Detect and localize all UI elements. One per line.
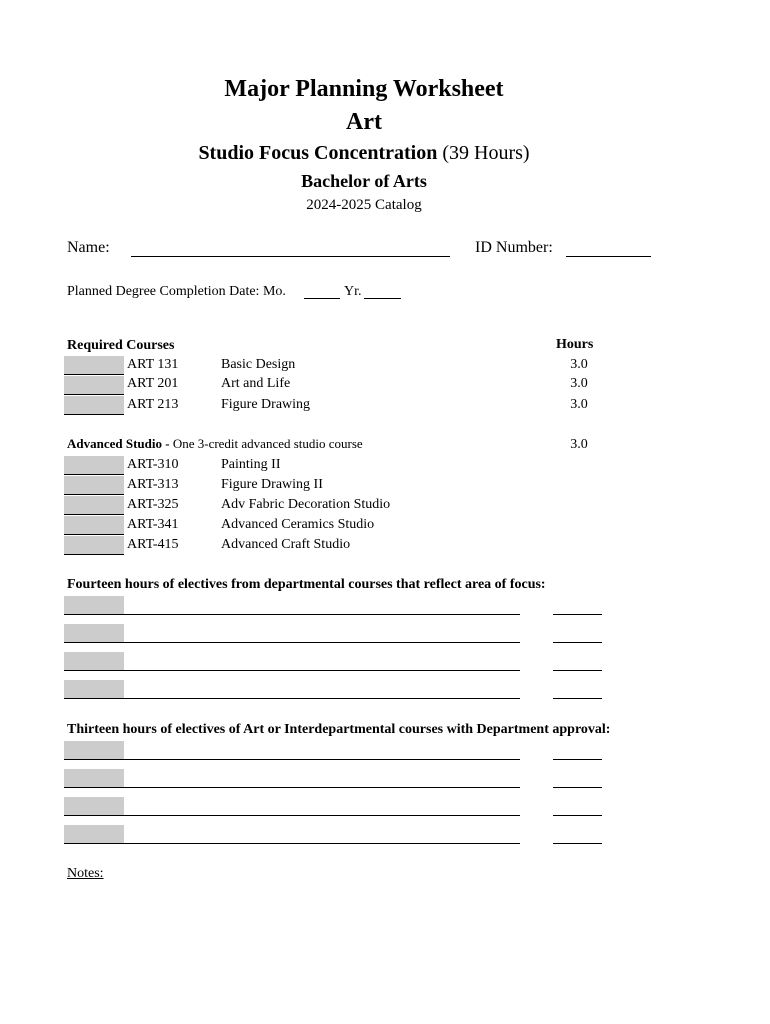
elective-hours-field[interactable] bbox=[553, 843, 602, 844]
checkbox-art-341[interactable] bbox=[64, 516, 124, 535]
elective-hours-field[interactable] bbox=[553, 614, 602, 615]
art-electives-heading: Thirteen hours of electives of Art or Interdepartmental courses with Department approval: bbox=[67, 722, 611, 737]
name-label: Name: bbox=[67, 239, 110, 256]
elective-checkbox[interactable] bbox=[64, 797, 124, 816]
elective-hours-field[interactable] bbox=[553, 698, 602, 699]
notes-label: Notes: bbox=[67, 866, 104, 881]
elective-checkbox[interactable] bbox=[64, 769, 124, 788]
elective-course-field[interactable] bbox=[64, 787, 520, 788]
elective-hours-field[interactable] bbox=[553, 815, 602, 816]
elective-checkbox[interactable] bbox=[64, 652, 124, 671]
concentration-hours: (39 Hours) bbox=[442, 142, 530, 164]
course-title: Art and Life bbox=[221, 376, 291, 391]
elective-course-field[interactable] bbox=[64, 670, 520, 671]
elective-checkbox[interactable] bbox=[64, 680, 124, 699]
course-title: Basic Design bbox=[221, 357, 296, 372]
elective-course-field[interactable] bbox=[64, 642, 520, 643]
degree-title: Bachelor of Arts bbox=[301, 171, 427, 191]
subject-title: Art bbox=[346, 109, 382, 135]
name-field[interactable] bbox=[131, 256, 450, 257]
course-title: Painting II bbox=[221, 457, 281, 472]
completion-year-field[interactable] bbox=[364, 298, 401, 299]
checkbox-art-201[interactable] bbox=[64, 376, 124, 395]
course-title: Figure Drawing bbox=[221, 397, 311, 412]
completion-month-field[interactable] bbox=[304, 298, 340, 299]
course-hours: 3.0 bbox=[570, 397, 588, 412]
elective-hours-field[interactable] bbox=[553, 642, 602, 643]
hours-heading: Hours bbox=[556, 337, 594, 352]
checkbox-art-310[interactable] bbox=[64, 456, 124, 475]
course-code: ART 131 bbox=[127, 357, 179, 372]
course-hours: 3.0 bbox=[570, 357, 588, 372]
completion-year-label: Yr. bbox=[344, 284, 362, 299]
elective-course-field[interactable] bbox=[64, 815, 520, 816]
advanced-studio-heading-bold: Advanced Studio - bbox=[67, 436, 170, 451]
course-title: Figure Drawing II bbox=[221, 477, 323, 492]
elective-checkbox[interactable] bbox=[64, 825, 124, 844]
course-code: ART-310 bbox=[127, 457, 179, 472]
id-number-label: ID Number: bbox=[475, 239, 553, 256]
catalog-year: 2024-2025 Catalog bbox=[306, 197, 422, 213]
elective-checkbox[interactable] bbox=[64, 596, 124, 615]
worksheet-title: Major Planning Worksheet bbox=[224, 76, 504, 102]
course-hours: 3.0 bbox=[570, 376, 588, 391]
checkbox-art-213[interactable] bbox=[64, 396, 124, 415]
course-title: Advanced Ceramics Studio bbox=[221, 517, 375, 532]
course-code: ART-325 bbox=[127, 497, 179, 512]
elective-course-field[interactable] bbox=[64, 614, 520, 615]
checkbox-art-325[interactable] bbox=[64, 496, 124, 515]
checkbox-art-131[interactable] bbox=[64, 356, 124, 375]
course-code: ART-341 bbox=[127, 517, 179, 532]
course-code: ART-415 bbox=[127, 537, 179, 552]
concentration-title bbox=[0, 142, 728, 165]
elective-hours-field[interactable] bbox=[553, 787, 602, 788]
elective-checkbox[interactable] bbox=[64, 741, 124, 760]
completion-date-label: Planned Degree Completion Date: Mo. bbox=[67, 284, 286, 299]
elective-course-field[interactable] bbox=[64, 759, 520, 760]
course-title: Advanced Craft Studio bbox=[221, 537, 351, 552]
advanced-studio-heading-text: One 3-credit advanced studio course bbox=[169, 436, 363, 451]
checkbox-art-415[interactable] bbox=[64, 536, 124, 555]
course-code: ART-313 bbox=[127, 477, 179, 492]
elective-course-field[interactable] bbox=[64, 843, 520, 844]
id-number-field[interactable] bbox=[566, 256, 651, 257]
advanced-studio-hours: 3.0 bbox=[570, 437, 588, 452]
elective-checkbox[interactable] bbox=[64, 624, 124, 643]
elective-course-field[interactable] bbox=[64, 698, 520, 699]
concentration-name: Studio Focus Concentration bbox=[198, 142, 438, 164]
advanced-studio-heading bbox=[67, 436, 363, 452]
course-code: ART 213 bbox=[127, 397, 179, 412]
elective-hours-field[interactable] bbox=[553, 670, 602, 671]
checkbox-art-313[interactable] bbox=[64, 476, 124, 495]
course-title: Adv Fabric Decoration Studio bbox=[221, 497, 391, 512]
required-courses-heading: Required Courses bbox=[67, 338, 175, 353]
focus-electives-heading: Fourteen hours of electives from departmental courses that reflect area of focus: bbox=[67, 577, 546, 592]
elective-hours-field[interactable] bbox=[553, 759, 602, 760]
course-code: ART 201 bbox=[127, 376, 179, 391]
